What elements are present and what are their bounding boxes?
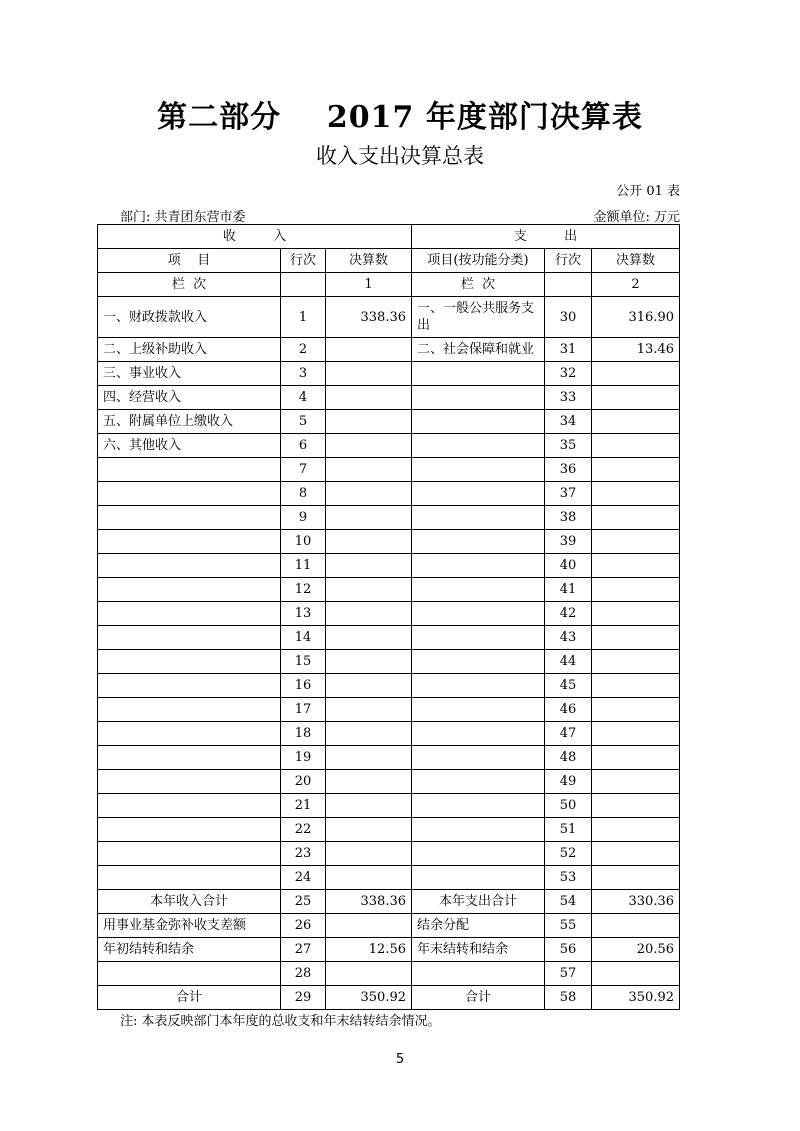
- income-item-cell: 年初结转和结余: [98, 938, 281, 962]
- expense-line-cell: 58: [545, 986, 592, 1010]
- expense-item-cell: [412, 530, 545, 554]
- income-amount-cell: [326, 674, 412, 698]
- income-item-cell: 二、上级补助收入: [98, 338, 281, 362]
- expense-amount-cell: [592, 770, 680, 794]
- table-note: 注: 本表反映部门本年度的总收支和年末结转结余情况。: [120, 1014, 441, 1029]
- expense-amount-cell: [592, 602, 680, 626]
- income-item-cell: [98, 578, 281, 602]
- income-amount-cell: [326, 818, 412, 842]
- income-item-header: 项 目: [98, 249, 281, 273]
- expense-amount-cell: 330.36: [592, 890, 680, 914]
- expense-amount-cell: [592, 506, 680, 530]
- table-subtitle: 收入支出决算总表: [316, 144, 484, 168]
- expense-item-cell: [412, 770, 545, 794]
- department-label: 部门: 共青团东营市委: [120, 210, 246, 225]
- income-line-cell: 8: [281, 482, 326, 506]
- expense-amount-cell: [592, 866, 680, 890]
- income-line-cell: 2: [281, 338, 326, 362]
- income-amount-cell: [326, 626, 412, 650]
- table-row: [98, 434, 680, 458]
- table-row: [98, 602, 680, 626]
- expense-amount-cell: [592, 530, 680, 554]
- expense-line-cell: 34: [545, 410, 592, 434]
- income-amount-cell: [326, 338, 412, 362]
- income-amount-header: 决算数: [326, 249, 412, 273]
- table-row: [98, 866, 680, 890]
- income-line-cell: 14: [281, 626, 326, 650]
- expense-item-cell: [412, 506, 545, 530]
- income-item-cell: 用事业基金弥补收支差额: [98, 914, 281, 938]
- income-line-cell: 27: [281, 938, 326, 962]
- income-line-cell: 17: [281, 698, 326, 722]
- income-line-cell: 3: [281, 362, 326, 386]
- table-row: [98, 962, 680, 986]
- income-amount-cell: [326, 650, 412, 674]
- table-row: [98, 650, 680, 674]
- income-item-cell: [98, 746, 281, 770]
- expense-amount-cell: [592, 722, 680, 746]
- expense-line-cell: 38: [545, 506, 592, 530]
- expense-column-number: 2: [592, 273, 680, 297]
- page-number: 5: [395, 1052, 405, 1067]
- income-amount-cell: 350.92: [326, 986, 412, 1010]
- income-line-cell: 26: [281, 914, 326, 938]
- income-item-cell: [98, 962, 281, 986]
- income-line-cell: 6: [281, 434, 326, 458]
- expense-line-cell: 41: [545, 578, 592, 602]
- income-line-cell: 28: [281, 962, 326, 986]
- expense-line-cell: 57: [545, 962, 592, 986]
- income-amount-cell: [326, 842, 412, 866]
- table-row: [98, 770, 680, 794]
- expense-amount-cell: [592, 842, 680, 866]
- expense-line-cell: 43: [545, 626, 592, 650]
- income-line-cell: 13: [281, 602, 326, 626]
- expense-item-cell: [412, 962, 545, 986]
- income-line-cell: 22: [281, 818, 326, 842]
- income-amount-cell: 12.56: [326, 938, 412, 962]
- income-line-cell: 15: [281, 650, 326, 674]
- expense-item-cell: [412, 818, 545, 842]
- expense-item-cell: [412, 842, 545, 866]
- expense-header: 支 出: [412, 225, 680, 249]
- income-item-cell: [98, 674, 281, 698]
- income-line-cell: 21: [281, 794, 326, 818]
- income-line-cell: 11: [281, 554, 326, 578]
- income-column-label: 栏 次: [98, 273, 281, 297]
- income-item-cell: 五、附属单位上缴收入: [98, 410, 281, 434]
- expense-line-cell: 33: [545, 386, 592, 410]
- expense-item-cell: [412, 458, 545, 482]
- expense-amount-cell: [592, 818, 680, 842]
- income-amount-cell: [326, 962, 412, 986]
- expense-amount-cell: [592, 458, 680, 482]
- expense-item-cell: [412, 554, 545, 578]
- income-line-header: 行次: [281, 249, 326, 273]
- expense-item-cell: [412, 434, 545, 458]
- income-amount-cell: [326, 434, 412, 458]
- income-item-cell: [98, 842, 281, 866]
- expense-line-cell: 55: [545, 914, 592, 938]
- expense-item-cell: [412, 650, 545, 674]
- table-row: [98, 698, 680, 722]
- income-line-cell: 9: [281, 506, 326, 530]
- income-item-cell: 六、其他收入: [98, 434, 281, 458]
- expense-line-header: 行次: [545, 249, 592, 273]
- income-item-cell: [98, 458, 281, 482]
- income-amount-cell: [326, 602, 412, 626]
- expense-line-cell: 37: [545, 482, 592, 506]
- income-item-cell: [98, 482, 281, 506]
- income-item-cell: 合计: [98, 986, 281, 1010]
- income-item-cell: [98, 530, 281, 554]
- income-line-cell: 1: [281, 297, 326, 338]
- income-line-cell: 19: [281, 746, 326, 770]
- expense-item-cell: 合计: [412, 986, 545, 1010]
- amount-unit-label: 金额单位: 万元: [593, 210, 680, 225]
- expense-line-cell: 48: [545, 746, 592, 770]
- income-column-blank: [281, 273, 326, 297]
- income-amount-cell: [326, 770, 412, 794]
- income-amount-cell: [326, 410, 412, 434]
- table-row: [98, 482, 680, 506]
- expense-item-cell: 本年支出合计: [412, 890, 545, 914]
- expense-amount-header: 决算数: [592, 249, 680, 273]
- table-row: [98, 818, 680, 842]
- income-line-cell: 25: [281, 890, 326, 914]
- income-amount-cell: [326, 698, 412, 722]
- table-row: [98, 506, 680, 530]
- expense-item-header: 项目(按功能分类): [412, 249, 545, 273]
- income-item-cell: [98, 506, 281, 530]
- income-item-cell: 三、事业收入: [98, 362, 281, 386]
- income-line-cell: 23: [281, 842, 326, 866]
- expense-line-cell: 42: [545, 602, 592, 626]
- expense-line-cell: 45: [545, 674, 592, 698]
- expense-amount-cell: [592, 794, 680, 818]
- expense-amount-cell: [592, 554, 680, 578]
- income-line-cell: 29: [281, 986, 326, 1010]
- expense-item-cell: [412, 482, 545, 506]
- expense-line-cell: 30: [545, 297, 592, 338]
- expense-line-cell: 54: [545, 890, 592, 914]
- table-row: [98, 890, 680, 914]
- table-row: [98, 362, 680, 386]
- table-row: [98, 554, 680, 578]
- expense-amount-cell: [592, 650, 680, 674]
- income-amount-cell: [326, 458, 412, 482]
- budget-table: [97, 224, 680, 1010]
- income-amount-cell: [326, 866, 412, 890]
- budget-table-body: [98, 297, 680, 1010]
- expense-amount-cell: [592, 410, 680, 434]
- income-amount-cell: [326, 362, 412, 386]
- expense-item-cell: 一、一般公共服务支出: [412, 297, 545, 338]
- expense-amount-cell: 350.92: [592, 986, 680, 1010]
- income-header: 收 入: [98, 225, 412, 249]
- income-amount-cell: [326, 722, 412, 746]
- expense-item-cell: 二、社会保障和就业: [412, 338, 545, 362]
- income-item-cell: [98, 626, 281, 650]
- expense-item-cell: [412, 674, 545, 698]
- table-row: [98, 914, 680, 938]
- income-item-cell: [98, 722, 281, 746]
- table-row: [98, 578, 680, 602]
- income-amount-cell: [326, 554, 412, 578]
- table-row: [98, 338, 680, 362]
- expense-amount-cell: 20.56: [592, 938, 680, 962]
- table-row: [98, 297, 680, 338]
- table-row: [98, 842, 680, 866]
- table-row: [98, 986, 680, 1010]
- expense-item-cell: [412, 602, 545, 626]
- income-line-cell: 7: [281, 458, 326, 482]
- table-row: [98, 674, 680, 698]
- income-amount-cell: 338.36: [326, 297, 412, 338]
- expense-line-cell: 39: [545, 530, 592, 554]
- table-row: [98, 746, 680, 770]
- expense-amount-cell: [592, 914, 680, 938]
- income-item-cell: 本年收入合计: [98, 890, 281, 914]
- expense-line-cell: 40: [545, 554, 592, 578]
- expense-line-cell: 47: [545, 722, 592, 746]
- income-item-cell: [98, 866, 281, 890]
- expense-item-cell: 结余分配: [412, 914, 545, 938]
- income-item-cell: [98, 650, 281, 674]
- expense-line-cell: 36: [545, 458, 592, 482]
- income-amount-cell: [326, 914, 412, 938]
- expense-amount-cell: [592, 434, 680, 458]
- form-number: 公开 01 表: [616, 184, 680, 199]
- income-line-cell: 4: [281, 386, 326, 410]
- expense-line-cell: 56: [545, 938, 592, 962]
- income-line-cell: 12: [281, 578, 326, 602]
- income-amount-cell: [326, 746, 412, 770]
- page-title: 第二部分 2017 年度部门决算表: [157, 100, 643, 135]
- expense-item-cell: [412, 866, 545, 890]
- table-row: [98, 938, 680, 962]
- expense-line-cell: 51: [545, 818, 592, 842]
- expense-line-cell: 46: [545, 698, 592, 722]
- table-row: [98, 794, 680, 818]
- income-item-cell: [98, 698, 281, 722]
- table-row: [98, 722, 680, 746]
- income-item-cell: 四、经营收入: [98, 386, 281, 410]
- income-amount-cell: [326, 482, 412, 506]
- expense-amount-cell: [592, 578, 680, 602]
- expense-amount-cell: [592, 674, 680, 698]
- income-line-cell: 24: [281, 866, 326, 890]
- expense-column-blank: [545, 273, 592, 297]
- income-amount-cell: [326, 530, 412, 554]
- expense-item-cell: [412, 578, 545, 602]
- expense-amount-cell: [592, 362, 680, 386]
- expense-item-cell: [412, 626, 545, 650]
- income-amount-cell: 338.36: [326, 890, 412, 914]
- expense-line-cell: 32: [545, 362, 592, 386]
- expense-amount-cell: 316.90: [592, 297, 680, 338]
- expense-amount-cell: 13.46: [592, 338, 680, 362]
- income-line-cell: 10: [281, 530, 326, 554]
- income-amount-cell: [326, 506, 412, 530]
- table-row: [98, 530, 680, 554]
- table-row: [98, 458, 680, 482]
- income-item-cell: 一、财政拨款收入: [98, 297, 281, 338]
- income-item-cell: [98, 818, 281, 842]
- expense-item-cell: [412, 698, 545, 722]
- expense-line-cell: 35: [545, 434, 592, 458]
- income-line-cell: 5: [281, 410, 326, 434]
- expense-column-label: 栏 次: [412, 273, 545, 297]
- income-item-cell: [98, 554, 281, 578]
- expense-item-cell: 年末结转和结余: [412, 938, 545, 962]
- expense-line-cell: 49: [545, 770, 592, 794]
- income-amount-cell: [326, 794, 412, 818]
- expense-amount-cell: [592, 698, 680, 722]
- income-column-number: 1: [326, 273, 412, 297]
- expense-item-cell: [412, 386, 545, 410]
- table-row: [98, 410, 680, 434]
- expense-amount-cell: [592, 746, 680, 770]
- expense-item-cell: [412, 746, 545, 770]
- income-amount-cell: [326, 578, 412, 602]
- expense-amount-cell: [592, 962, 680, 986]
- expense-amount-cell: [592, 482, 680, 506]
- expense-item-cell: [412, 410, 545, 434]
- table-row: [98, 386, 680, 410]
- income-line-cell: 20: [281, 770, 326, 794]
- expense-item-cell: [412, 794, 545, 818]
- expense-line-cell: 31: [545, 338, 592, 362]
- income-item-cell: [98, 770, 281, 794]
- table-row: [98, 626, 680, 650]
- expense-line-cell: 52: [545, 842, 592, 866]
- expense-item-cell: [412, 722, 545, 746]
- income-item-cell: [98, 794, 281, 818]
- income-line-cell: 18: [281, 722, 326, 746]
- expense-line-cell: 44: [545, 650, 592, 674]
- expense-item-cell: [412, 362, 545, 386]
- expense-amount-cell: [592, 626, 680, 650]
- income-line-cell: 16: [281, 674, 326, 698]
- expense-line-cell: 53: [545, 866, 592, 890]
- income-amount-cell: [326, 386, 412, 410]
- income-item-cell: [98, 602, 281, 626]
- expense-amount-cell: [592, 386, 680, 410]
- expense-line-cell: 50: [545, 794, 592, 818]
